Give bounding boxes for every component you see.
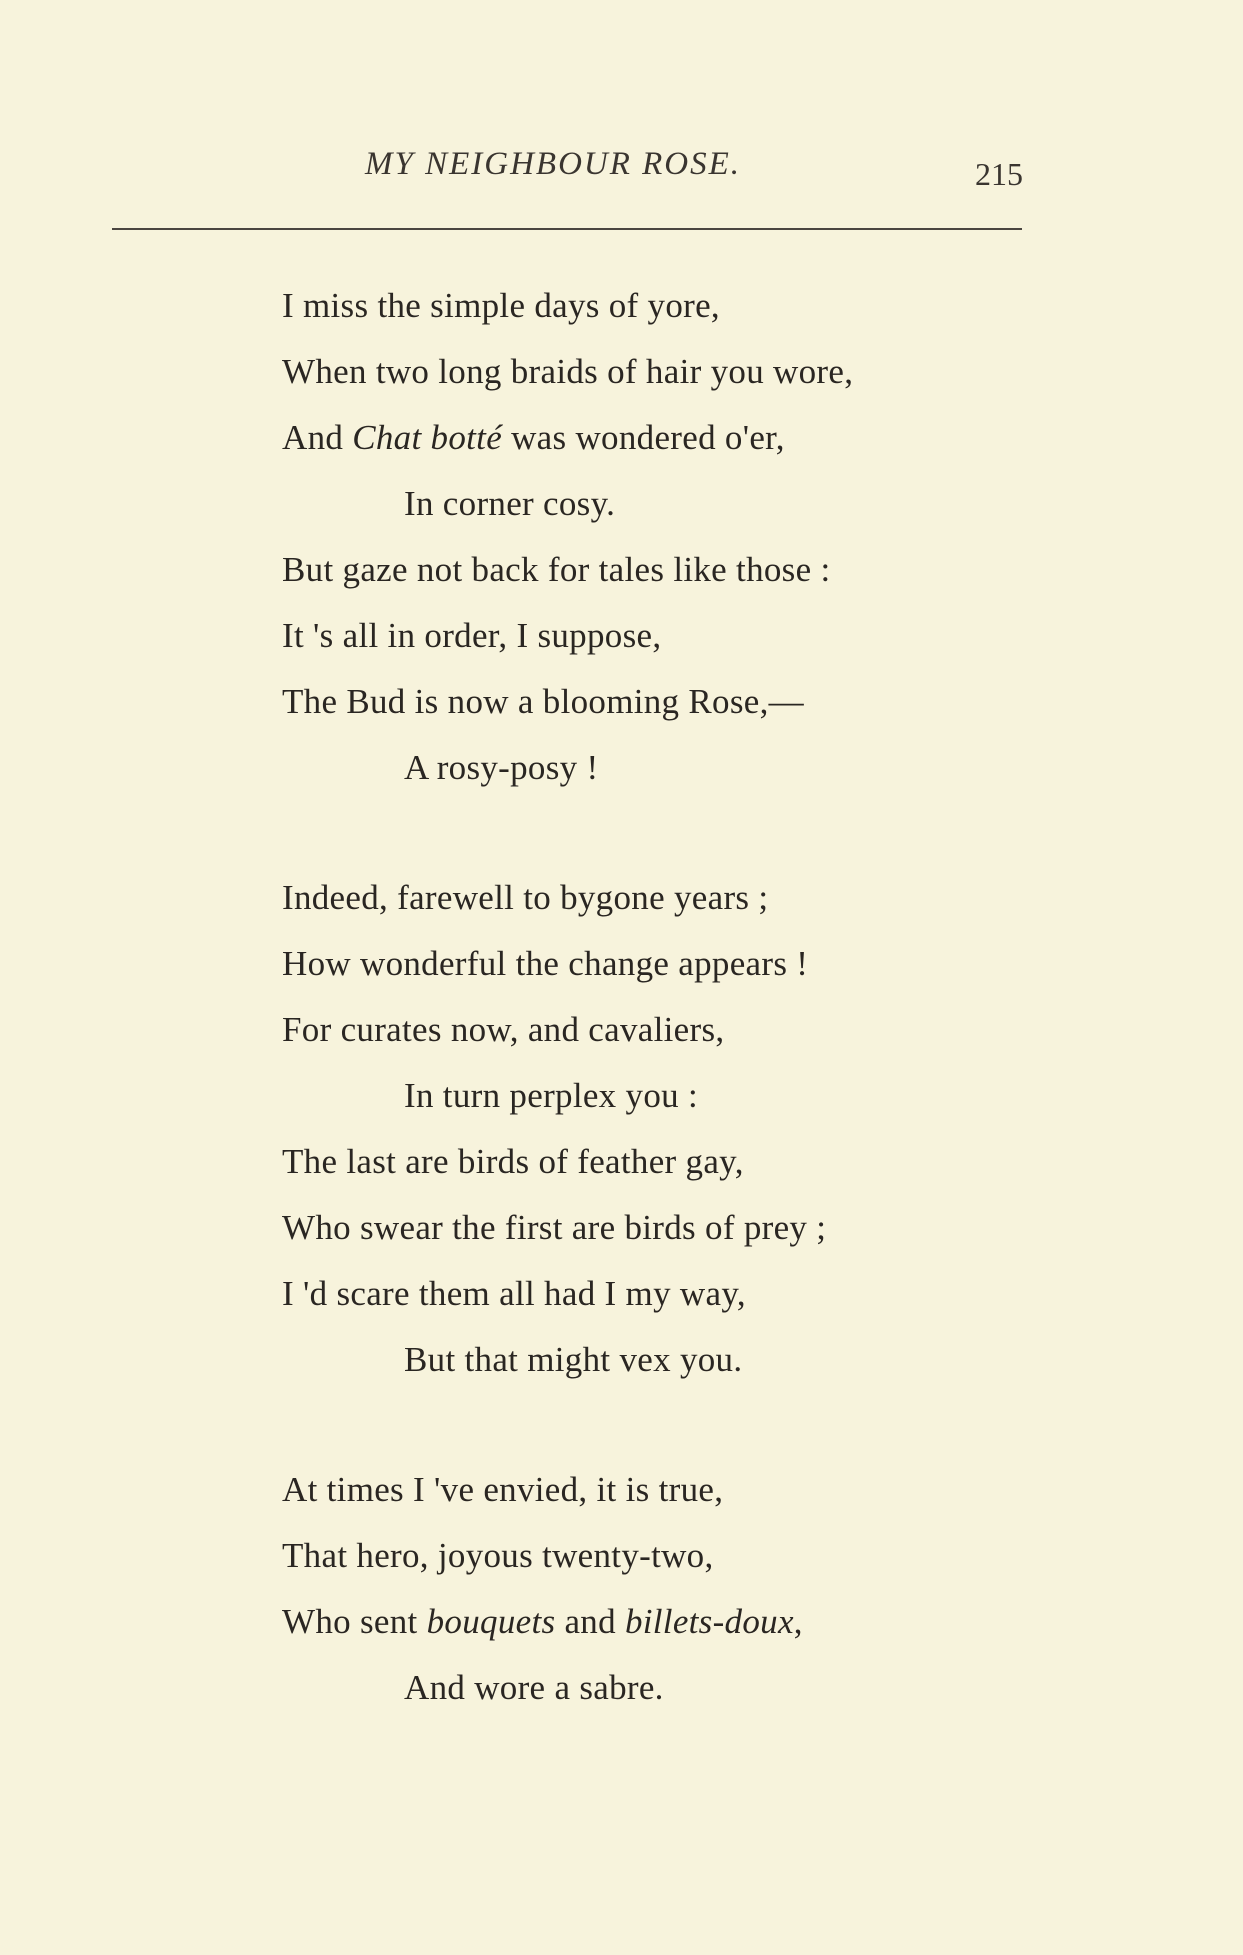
verse-line: But gaze not back for tales like those : — [282, 550, 831, 589]
verse-line: I miss the simple days of yore, — [282, 286, 720, 325]
verse-line: And wore a sabre. — [404, 1668, 664, 1707]
verse-line: But that might vex you. — [404, 1340, 743, 1379]
verse-line: It 's all in order, I suppose, — [282, 616, 662, 655]
header-rule — [112, 228, 1022, 230]
verse-line: The last are birds of feather gay, — [282, 1142, 744, 1181]
italic-title: Chat botté — [352, 418, 503, 457]
verse-line: Who sent bouquets and billets-doux, — [282, 1602, 803, 1641]
verse-line: A rosy-posy ! — [404, 748, 599, 787]
verse-line: For curates now, and cavaliers, — [282, 1010, 725, 1049]
page-number: 215 — [975, 156, 1023, 192]
verse-line: In corner cosy. — [404, 484, 616, 523]
verse-line: And Chat botté was wondered o'er, — [282, 418, 785, 457]
verse-line: When two long braids of hair you wore, — [282, 352, 854, 391]
verse-line: Indeed, farewell to bygone years ; — [282, 878, 769, 917]
verse-line: In turn perplex you : — [404, 1076, 699, 1115]
italic-word: billets-doux — [624, 1602, 794, 1641]
verse-line: How wonderful the change appears ! — [282, 944, 809, 983]
verse-line: The Bud is now a blooming Rose,— — [282, 682, 804, 721]
italic-word: bouquets — [426, 1602, 556, 1641]
verse-line: I 'd scare them all had I my way, — [282, 1274, 746, 1313]
verse-line: That hero, joyous twenty-two, — [282, 1536, 714, 1575]
running-title: MY NEIGHBOUR ROSE. — [365, 146, 742, 182]
verse-line: At times I 've envied, it is true, — [282, 1470, 724, 1509]
verse-line: Who swear the first are birds of prey ; — [282, 1208, 827, 1247]
